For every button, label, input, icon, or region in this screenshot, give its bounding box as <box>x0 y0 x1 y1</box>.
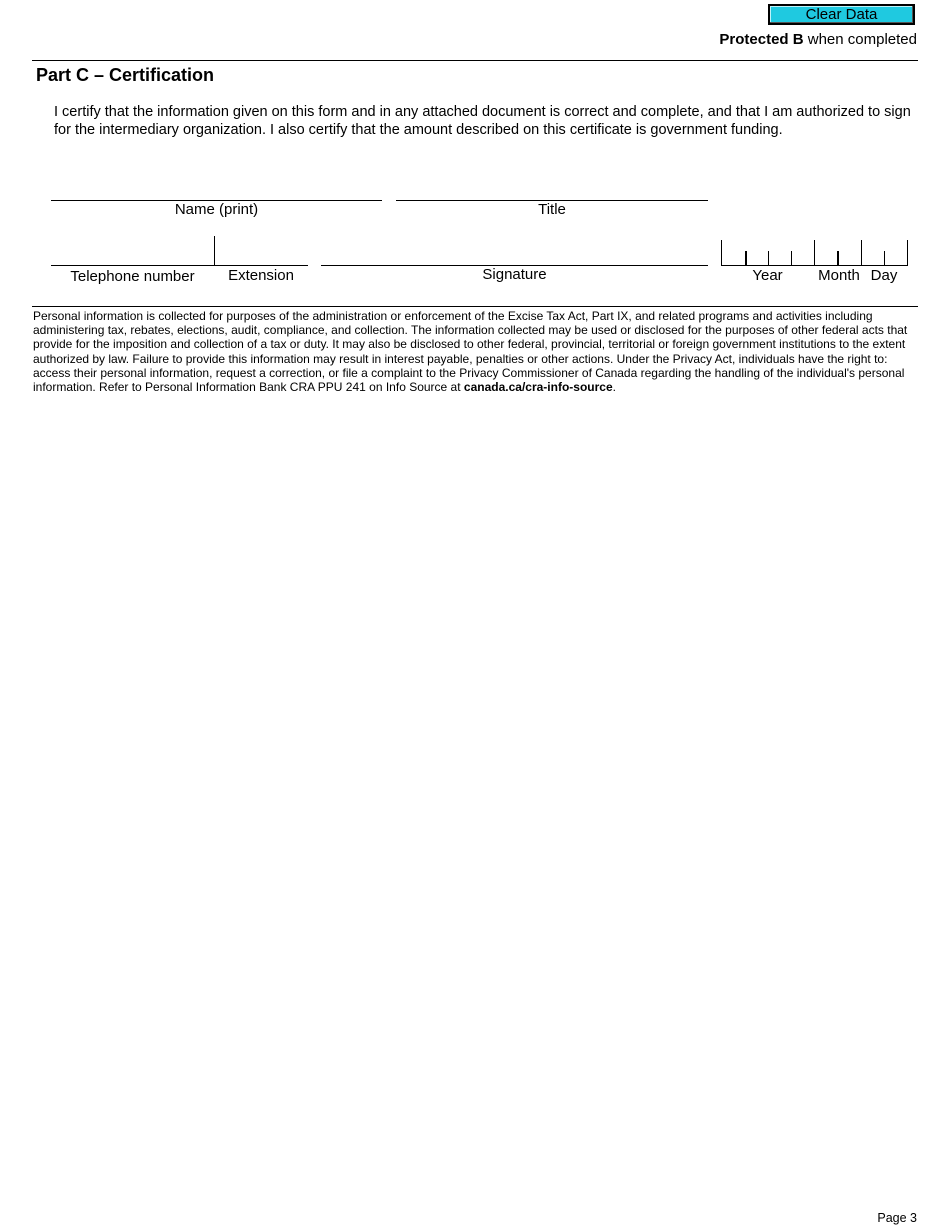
date-tick-day-1 <box>884 251 885 265</box>
signature-label: Signature <box>482 266 547 283</box>
date-underline <box>721 265 908 266</box>
date-field[interactable] <box>721 240 908 266</box>
date-tick-year-start <box>721 240 722 265</box>
privacy-text: Personal information is collected for purposes of the administration or enforcement of the Excise Tax Act, Part IX, and related programs and activities including administering tax, rebates, elections, audit, compliance, and collection. The information collected may be used or disclosed for the purposes of other federal acts that provide for the imposition and collection of a tax or duty. It may also be disclosed to other federal, provincial, territorial or foreign government institutions to the extent authorized by law. Failure to provide this information may result in interest payable, penalties or other actions. Under the Privacy Act, individuals have the right to: access their personal information, request a correction, or file a complaint to the Privacy Commissioner of Canada regarding the handling of the individual's personal information. Refer to Personal Information Bank CRA PPU 241 on Info Source at <box>33 309 908 395</box>
part-c-title: Part C – Certification <box>36 65 215 85</box>
telephone-number-label: Telephone number <box>70 268 195 285</box>
telephone-underline <box>51 265 214 266</box>
protected-suffix: when completed <box>803 31 917 48</box>
name-print-field[interactable] <box>51 180 385 201</box>
telephone-extension-divider <box>214 236 215 265</box>
date-tick-month-start <box>814 240 815 265</box>
header-divider <box>32 60 918 61</box>
title-field[interactable] <box>396 180 711 201</box>
year-label: Year <box>752 267 783 284</box>
date-tick-year-1 <box>745 251 747 265</box>
extension-underline <box>214 265 308 266</box>
extension-field[interactable] <box>216 245 310 266</box>
certification-statement: I certify that the information given on this form and in any attached document is correct and complete, and that I am authorized to sign for the intermediary organization. I also certify that the amount described on this certificate is government funding. <box>54 104 911 138</box>
telephone-number-field[interactable] <box>51 245 217 266</box>
month-label: Month <box>818 267 860 284</box>
extension-label: Extension <box>228 267 294 284</box>
protected-notice <box>719 31 917 48</box>
protected-level: Protected B <box>719 31 804 48</box>
signature-area[interactable] <box>321 245 708 264</box>
day-label: Day <box>870 267 898 284</box>
title-label: Title <box>538 201 566 218</box>
date-tick-month-1 <box>837 251 839 265</box>
page-number: Page 3 <box>877 1211 917 1225</box>
name-print-label: Name (print) <box>174 201 259 218</box>
info-source-link: canada.ca/cra-info-source <box>463 380 613 395</box>
privacy-divider <box>32 306 918 307</box>
date-tick-year-3 <box>791 251 792 265</box>
date-tick-day-start <box>861 240 862 265</box>
date-tick-end <box>907 240 908 265</box>
clear-data-button[interactable]: Clear Data <box>768 4 915 25</box>
privacy-notice <box>33 309 918 394</box>
privacy-end: . <box>612 380 616 395</box>
date-tick-year-2 <box>768 251 769 265</box>
